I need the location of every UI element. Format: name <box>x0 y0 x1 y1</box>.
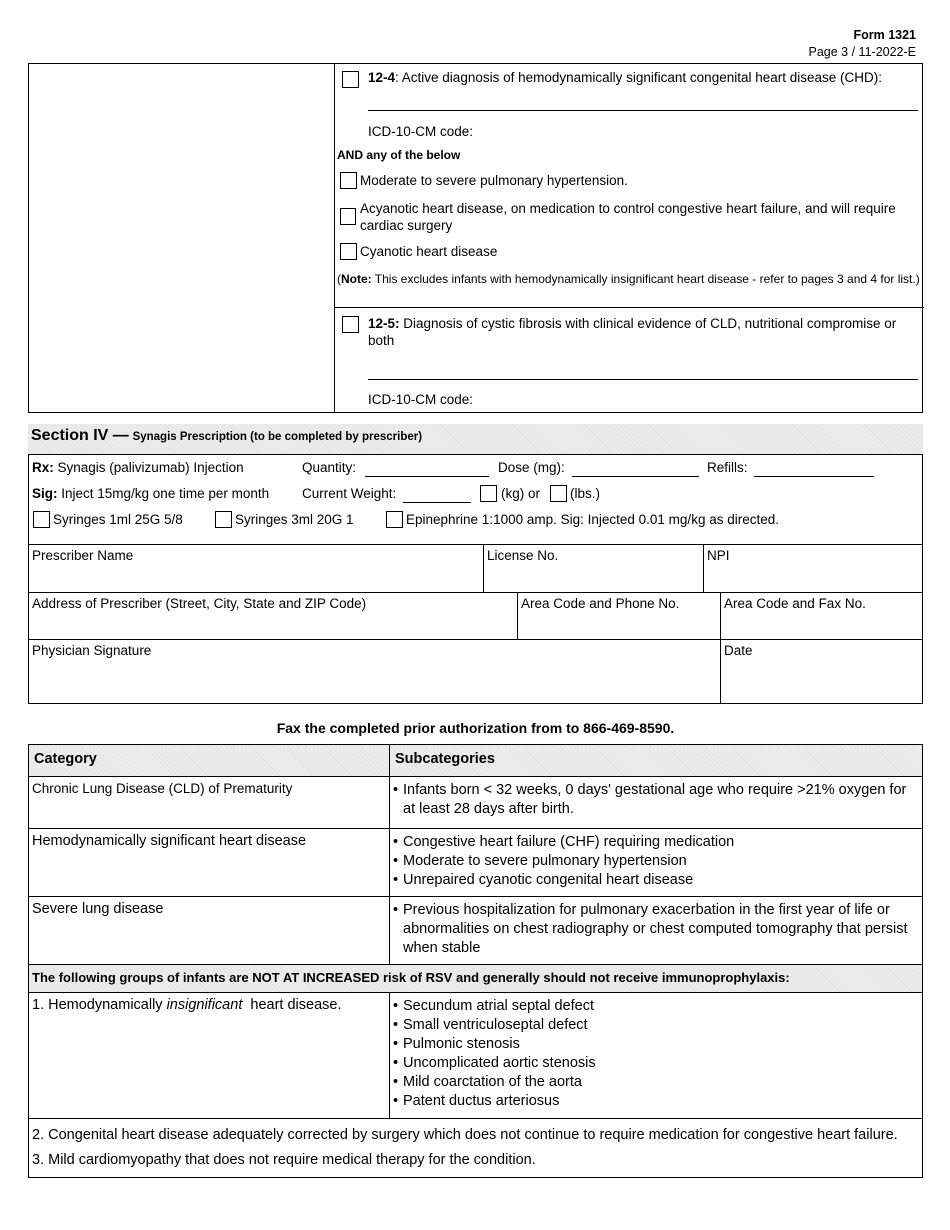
license-no-label: License No. <box>487 548 559 563</box>
table-row <box>29 829 923 897</box>
address-label: Address of Prescriber (Street, City, State and ZIP Code) <box>32 596 367 611</box>
option-acyanotic-checkbox[interactable] <box>340 208 356 225</box>
note-3: 3. Mild cardiomyopathy that does not require medical therapy for the condition. <box>32 1152 536 1168</box>
item-12-4-checkbox[interactable] <box>342 71 359 88</box>
table-row <box>29 777 923 829</box>
note-2: 2. Congenital heart disease adequately corrected by surgery which does not continue to require medication for congestive heart failure. <box>32 1127 898 1143</box>
option-acyanotic-label: Acyanotic heart disease, on medication to control congestive heart failure, and will require cardiac surgery <box>360 201 896 233</box>
not-increased-header-row <box>29 965 923 993</box>
insignificant-category-cell <box>29 993 390 1119</box>
sig-text: Inject 15mg/kg one time per month <box>57 486 270 501</box>
rx-label: Rx: <box>32 460 54 475</box>
fax-no-label: Area Code and Fax No. <box>724 596 866 611</box>
divider <box>29 592 922 593</box>
table-row <box>29 993 923 1119</box>
dose-label: Dose (mg): <box>498 460 565 475</box>
insignificant-em: insignificant <box>166 997 243 1013</box>
rx-drug: Synagis (palivizumab) Injection <box>53 460 244 475</box>
lbs-label: (lbs.) <box>570 486 600 501</box>
divider <box>720 639 721 703</box>
item-12-4-note <box>337 272 920 287</box>
criteria-left-column <box>29 64 335 412</box>
category-cell: Severe lung disease <box>29 897 390 965</box>
form-header <box>809 27 916 61</box>
subcategory-item: • Small ventriculoseptal defect <box>392 1016 920 1035</box>
insignificant-post: heart disease. <box>242 997 342 1013</box>
subcategory-item: • Moderate to severe pulmonary hypertension <box>392 852 920 871</box>
subcategory-item: • Pulmonic stenosis <box>392 1035 920 1054</box>
subcategory-item: • Patent ductus arteriosus <box>392 1092 920 1111</box>
item-12-5-text <box>368 315 920 349</box>
divider <box>703 544 704 592</box>
notes-cell <box>29 1119 923 1178</box>
date-label: Date <box>724 643 753 658</box>
item-12-4-description: : Active diagnosis of hemodynamically significant congenital heart disease (CHD): <box>395 70 883 85</box>
category-cell: Chronic Lung Disease (CLD) of Prematurity <box>29 777 390 829</box>
category-table <box>28 744 923 1178</box>
item-12-4-number: 12-4 <box>368 70 396 85</box>
epinephrine-label: Epinephrine 1:1000 amp. Sig: Injected 0.01 mg/kg as directed. <box>406 512 779 527</box>
weight-field[interactable] <box>403 502 471 503</box>
divider <box>720 592 721 639</box>
syringe-3ml-label: Syringes 3ml 20G 1 <box>235 512 354 527</box>
kg-checkbox[interactable] <box>480 485 497 502</box>
syringe-1ml-label: Syringes 1ml 25G 5/8 <box>53 512 183 527</box>
item-12-5-description: Diagnosis of cystic fibrosis with clinical evidence of CLD, nutritional compromise or both <box>368 316 897 348</box>
fax-instruction: Fax the completed prior authorization from to 866-469-8590. <box>276 720 675 736</box>
prescription-box <box>28 454 923 704</box>
syringe-3ml-checkbox[interactable] <box>215 511 232 528</box>
lbs-checkbox[interactable] <box>550 485 567 502</box>
epinephrine-checkbox[interactable] <box>386 511 403 528</box>
item-12-4-entry-line[interactable] <box>368 110 918 111</box>
subcategory-cell <box>390 897 923 965</box>
phone-label: Area Code and Phone No. <box>521 596 680 611</box>
subcategory-cell <box>390 777 923 829</box>
table-row <box>29 1119 923 1178</box>
item-12-5-entry-line[interactable] <box>368 379 918 380</box>
not-increased-header: The following groups of infants are NOT AT INCREASED risk of RSV and generally should not receive immunoprophylaxis: <box>29 965 923 993</box>
rx-line <box>32 460 244 475</box>
sig-line <box>32 486 269 501</box>
table-row <box>29 897 923 965</box>
section-iv-header <box>28 424 923 454</box>
insignificant-pre: 1. Hemodynamically <box>32 997 167 1013</box>
weight-label: Current Weight: <box>302 486 397 501</box>
note-label: Note: <box>341 272 372 286</box>
category-header: Category <box>29 745 390 777</box>
subcategories-header: Subcategories <box>390 745 923 777</box>
divider <box>29 639 922 640</box>
subcategory-item: • Secundum atrial septal defect <box>392 997 920 1016</box>
option-cyanotic-checkbox[interactable] <box>340 243 357 260</box>
subcategory-item: • Unrepaired cyanotic congenital heart disease <box>392 871 920 890</box>
item-12-5-number: 12-5: <box>368 316 400 331</box>
option-pulmonary-hypertension-label: Moderate to severe pulmonary hypertension. <box>360 173 628 188</box>
section-iv-title: Section IV — <box>31 427 129 444</box>
category-cell: Hemodynamically significant heart disease <box>29 829 390 897</box>
option-cyanotic-label: Cyanotic heart disease <box>360 244 498 259</box>
npi-label: NPI <box>707 548 730 563</box>
refills-field[interactable] <box>754 476 874 477</box>
divider <box>335 307 924 308</box>
note-paren: ( <box>337 272 341 286</box>
subcategory-item: • Infants born < 32 weeks, 0 days' gestational age who require >21% oxygen for at least 28 days after birth. <box>392 781 920 819</box>
kg-label: (kg) or <box>501 486 541 501</box>
syringe-1ml-checkbox[interactable] <box>33 511 50 528</box>
refills-label: Refills: <box>707 460 748 475</box>
section-iv-subtitle: Synagis Prescription (to be completed by prescriber) <box>132 431 423 443</box>
subcategory-item: • Previous hospitalization for pulmonary exacerbation in the first year of life or abnormalities on chest radiography or chest computed tomography that persist when stable <box>392 901 920 958</box>
subcategory-cell <box>390 829 923 897</box>
table-header-row <box>29 745 923 777</box>
form-number: Form 1321 <box>853 28 916 42</box>
subcategory-cell <box>390 993 923 1119</box>
prescriber-name-label: Prescriber Name <box>32 548 134 563</box>
item-12-4-text <box>368 70 918 85</box>
dose-field[interactable] <box>572 476 699 477</box>
criteria-box <box>28 63 923 413</box>
subcategory-item: • Mild coarctation of the aorta <box>392 1073 920 1092</box>
item-12-5-checkbox[interactable] <box>342 316 359 333</box>
page-info: Page 3 / 11-2022-E <box>808 45 916 59</box>
subcategory-item: • Uncomplicated aortic stenosis <box>392 1054 920 1073</box>
note-text: This excludes infants with hemodynamically insignificant heart disease - refer to pages 3 and 4 for list.) <box>371 272 920 286</box>
item-12-4-icd-label: ICD-10-CM code: <box>368 124 474 139</box>
quantity-field[interactable] <box>365 476 489 477</box>
divider <box>29 544 922 545</box>
sig-label: Sig: <box>32 486 58 501</box>
subcategory-item: • Congestive heart failure (CHF) requiring medication <box>392 833 920 852</box>
and-any-label: AND any of the below <box>337 148 461 162</box>
divider <box>483 544 484 592</box>
item-12-5-icd-label: ICD-10-CM code: <box>368 392 474 407</box>
quantity-label: Quantity: <box>302 460 357 475</box>
option-pulmonary-hypertension-checkbox[interactable] <box>340 172 357 189</box>
signature-label: Physician Signature <box>32 643 152 658</box>
divider <box>517 592 518 639</box>
